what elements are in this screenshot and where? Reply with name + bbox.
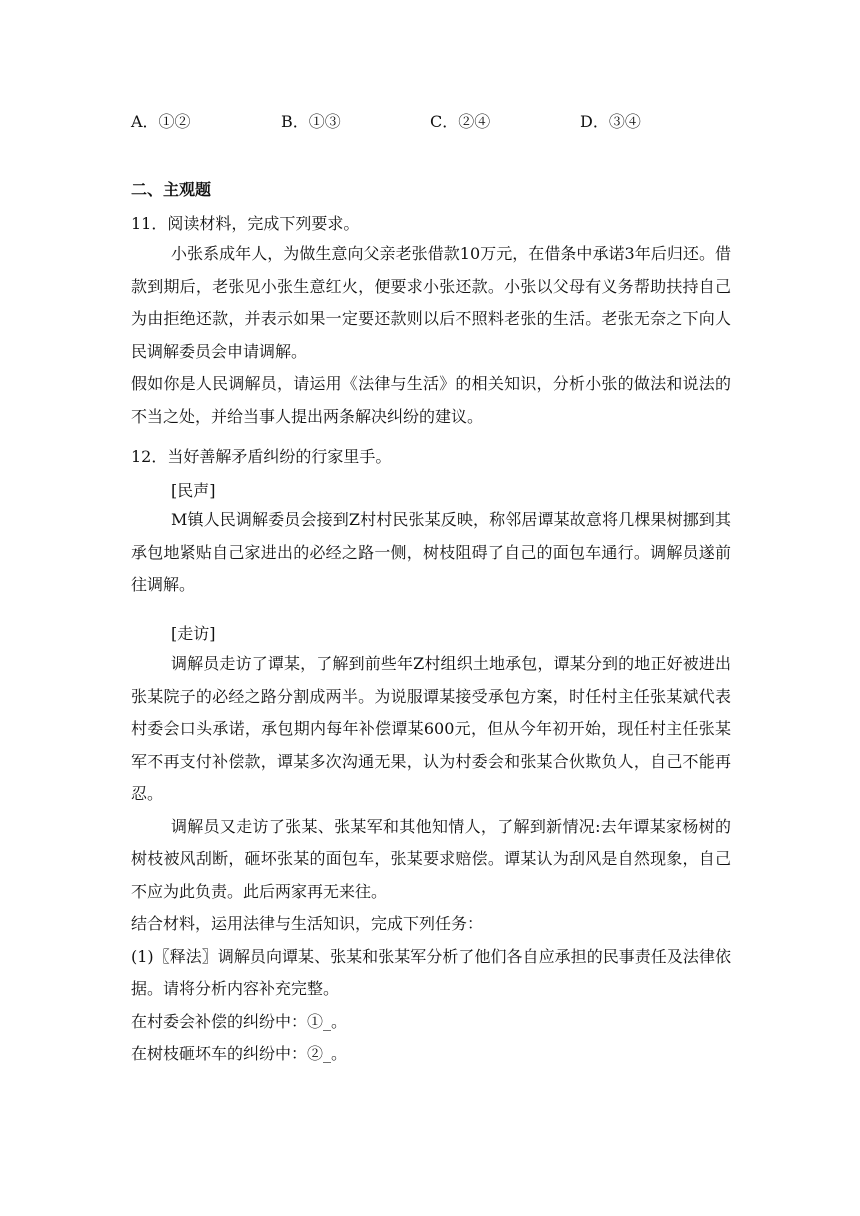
q11-stem: 11．阅读材料，完成下列要求。 [131, 214, 360, 233]
q12-blank2: 在树枝砸坏车的纠纷中：②_。 [131, 1044, 348, 1063]
section-title: 二、主观题 [131, 180, 212, 199]
q12-para1: M镇人民调解委员会接到Z村村民张某反映，称邻居谭某故意将几棵果树挪到其承包地紧贴自己家进出的必经之路一侧，树枝阻碍了自己的面包车通行。调解员遂前往调解。 [131, 510, 731, 594]
q11-task: 假如你是人民调解员，请运用《法律与生活》的相关知识，分析小张的做法和说法的不当之处，并给当事人提出两条解决纠纷的建议。 [131, 374, 731, 426]
q12-stem: 12．当好善解矛盾纠纷的行家里手。 [131, 447, 392, 466]
q12-tag-zoufang: [走访] [171, 624, 216, 643]
q12-instruction: 结合材料，运用法律与生活知识，完成下列任务： [131, 914, 484, 933]
q12-para1-block [131, 504, 731, 602]
option-b: B．①③ [281, 112, 341, 131]
q12-blank1: 在村委会补偿的纠纷中：①_。 [131, 1011, 348, 1031]
q12-body-block [131, 648, 731, 1071]
q12-sub1: (1)〖释法〗调解员向谭某、张某和张某军分析了他们各自应承担的民事责任及法律依据。请将分析内容补充完整。 [131, 946, 731, 998]
answer-options [131, 109, 771, 137]
option-a: A．①② [131, 112, 191, 131]
q12-tag-minsheng: [民声] [171, 481, 216, 500]
option-d: D．③④ [580, 112, 641, 131]
q11-material: 小张系成年人，为做生意向父亲老张借款10万元，在借条中承诺3年后归还。借款到期后，老张见小张生意红火，便要求小张还款。小张以父母有义务帮助扶持自己为由拒绝还款，并表示如果一定要还款则以后不照料老张的生活。老张无奈之下向人民调解委员会申请调解。 [131, 244, 731, 361]
q12-para2: 调解员走访了谭某，了解到前些年Z村组织土地承包，谭某分到的地正好被进出张某院子的必经之路分割成两半。为说服谭某接受承包方案，时任村主任张某斌代表村委会口头承诺，承包期内每年补偿谭某600元，但从今年初开始，现任村主任张某军不再支付补偿款，谭某多次沟通无果，认为村委会和张某合伙欺负人，自己不能再忍。 [131, 654, 731, 803]
q11-block [131, 238, 731, 433]
option-c: C．②④ [430, 112, 491, 131]
q12-para3: 调解员又走访了张某、张某军和其他知情人，了解到新情况:去年谭某家杨树的树枝被风刮断，砸坏张某的面包车，张某要求赔偿。谭某认为刮风是自然现象，自己不应为此负责。此后两家再无来往。 [131, 816, 731, 901]
